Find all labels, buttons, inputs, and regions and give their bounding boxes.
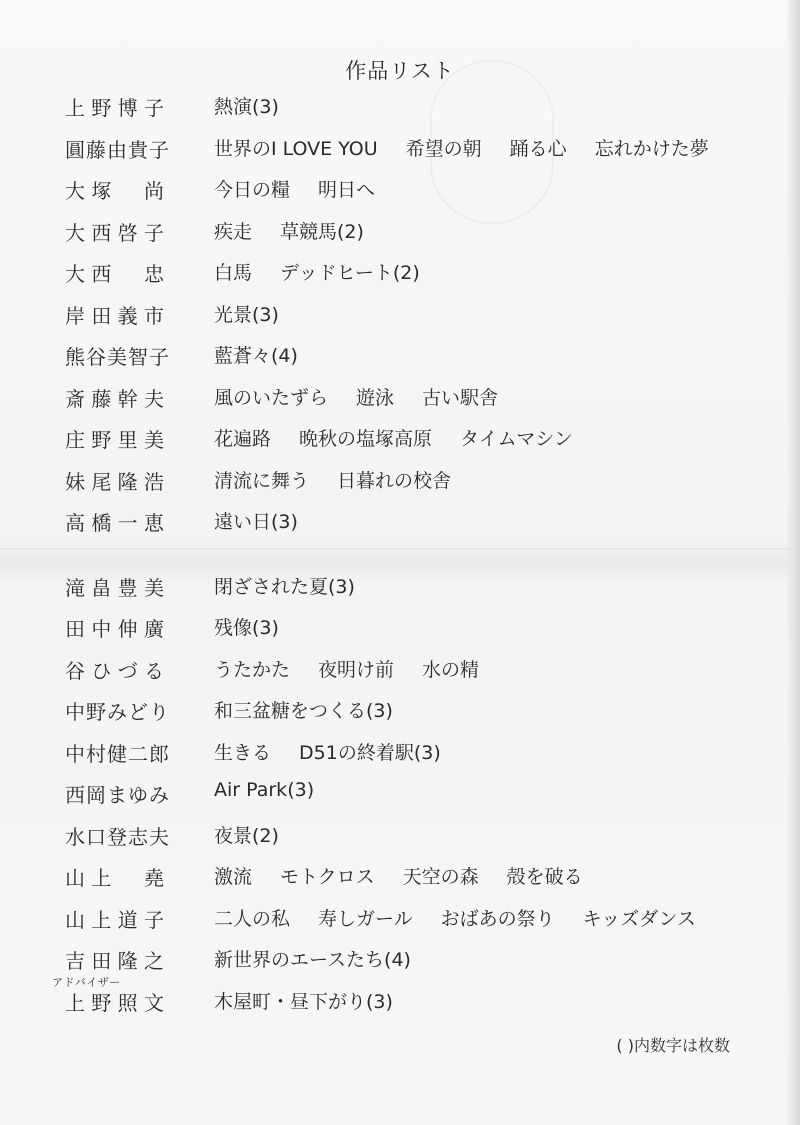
- work-title: 光景(3): [214, 304, 279, 326]
- work-title: 生きる: [214, 742, 272, 764]
- list-item: [0, 424, 800, 454]
- list-item: [0, 217, 800, 247]
- work-title: 清流に舞う: [214, 470, 310, 492]
- work-title: 疾走: [214, 221, 253, 243]
- page-title: 作品リスト: [345, 59, 455, 83]
- work-title: 天空の森: [402, 866, 479, 888]
- work-title: 花遍路: [214, 428, 272, 450]
- list-item: [0, 821, 800, 851]
- work-title: 世界のI LOVE YOU: [214, 138, 378, 160]
- artist-name: 水口登志夫: [65, 825, 170, 849]
- list-item: [0, 134, 800, 164]
- work-title: うたかた: [214, 659, 291, 681]
- work-title: 熱演(3): [214, 96, 279, 118]
- work-title: 激流: [214, 866, 253, 888]
- work-title: 夜景(2): [214, 825, 279, 847]
- list-item: [0, 92, 800, 122]
- works-group: [214, 904, 696, 931]
- works-group: [214, 92, 279, 119]
- works-group: [214, 779, 314, 801]
- works-group: [214, 466, 451, 493]
- work-title: 和三盆糖をつくる(3): [214, 700, 393, 722]
- artist-name: 岸田義市: [65, 304, 165, 328]
- footnote: ( )内数字は枚数: [616, 1036, 730, 1055]
- work-title: タイムマシン: [460, 428, 573, 450]
- work-title: 古い駅舎: [422, 387, 499, 409]
- list-item: [0, 572, 800, 602]
- work-title: 日暮れの校舎: [337, 470, 452, 492]
- work-title: 二人の私: [214, 908, 291, 930]
- works-group: [214, 258, 420, 285]
- fold-crease: [0, 548, 800, 550]
- work-title: 閉ざされた夏(3): [214, 576, 355, 598]
- work-title: 殻を破る: [506, 866, 583, 888]
- advisor-ruby-label: アドバイザー: [52, 976, 121, 989]
- works-group: [214, 217, 364, 244]
- work-title: デッドヒート(2): [280, 262, 420, 284]
- works-group: [214, 655, 479, 682]
- work-title: おばあの祭り: [440, 908, 555, 930]
- work-title: 夜明け前: [318, 659, 395, 681]
- work-title: キッズダンス: [582, 908, 696, 930]
- works-group: [214, 507, 298, 534]
- works-group: [214, 424, 573, 451]
- works-group: [214, 862, 583, 889]
- artist-name: 山上道子: [65, 908, 165, 932]
- list-item: [0, 466, 800, 496]
- work-title: 明日へ: [318, 179, 376, 201]
- artist-name: 西岡まゆみ: [65, 783, 170, 807]
- artist-name: 庄野里美: [65, 428, 165, 452]
- artist-name: 滝畠豊美: [65, 576, 165, 600]
- work-title: 希望の朝: [405, 138, 482, 160]
- list-item: [0, 655, 800, 685]
- artist-name: 圓藤由貴子: [65, 138, 170, 162]
- works-group: [214, 987, 393, 1014]
- artist-name: 妹尾隆浩: [65, 470, 165, 494]
- artist-name: 大西 忠: [65, 262, 165, 286]
- list-item: [0, 779, 800, 809]
- artist-name: 熊谷美智子: [65, 345, 170, 369]
- work-title: 踊る心: [509, 138, 567, 160]
- artist-name: 中村健二郎: [65, 742, 170, 766]
- artist-name: 上野博子: [65, 96, 165, 120]
- work-title: 新世界のエースたち(4): [214, 949, 411, 971]
- artist-name: 谷ひづる: [65, 659, 165, 683]
- artist-name: 大塚 尚: [65, 179, 165, 203]
- works-group: [214, 613, 279, 640]
- work-title: 晩秋の塩塚高原: [299, 428, 433, 450]
- works-group: [214, 341, 298, 368]
- list-item: [0, 175, 800, 205]
- list-item: [0, 696, 800, 726]
- work-title: 風のいたずら: [214, 387, 329, 409]
- work-title: Air Park(3): [214, 779, 315, 801]
- works-group: [214, 738, 441, 765]
- list-item: [0, 738, 800, 768]
- artist-name: 中野みどり: [65, 700, 170, 724]
- work-title: 木屋町・昼下がり(3): [214, 991, 393, 1013]
- works-group: [214, 696, 393, 723]
- work-title: 水の精: [422, 659, 480, 681]
- list-item: [0, 862, 800, 892]
- list-item: [0, 341, 800, 371]
- list-item: [0, 300, 800, 330]
- list-item: [0, 383, 800, 413]
- work-title: 遊泳: [356, 387, 395, 409]
- work-title: 遠い日(3): [214, 511, 298, 533]
- artist-name: 上野照文: [65, 991, 165, 1015]
- work-title: 草競馬(2): [280, 221, 364, 243]
- list-item: [0, 507, 800, 537]
- artist-name: 吉田隆之: [65, 949, 165, 973]
- artist-name: 山上 堯: [65, 866, 165, 890]
- list-item: [0, 987, 800, 1017]
- artist-name: 斎藤幹夫: [65, 387, 165, 411]
- work-title: 忘れかけた夢: [594, 138, 709, 160]
- works-group: [214, 383, 498, 410]
- work-title: 藍蒼々(4): [214, 345, 298, 367]
- artist-name: 田中伸廣: [65, 617, 165, 641]
- works-group: [214, 945, 411, 972]
- work-title: 今日の糧: [214, 179, 291, 201]
- artist-name: 高橋一恵: [65, 511, 165, 535]
- list-item: [0, 904, 800, 934]
- work-title: モトクロス: [280, 866, 375, 888]
- work-title: D51の終着駅(3): [299, 742, 441, 764]
- works-group: [214, 300, 279, 327]
- work-title: 残像(3): [214, 617, 279, 639]
- list-item: [0, 258, 800, 288]
- work-title: 寿しガール: [318, 908, 413, 930]
- artist-name: 大西啓子: [65, 221, 165, 245]
- work-title: 白馬: [214, 262, 253, 284]
- works-group: [214, 134, 709, 161]
- works-group: [214, 821, 279, 848]
- works-group: [214, 572, 355, 599]
- list-item: [0, 945, 800, 975]
- list-item: [0, 613, 800, 643]
- works-group: [214, 175, 375, 202]
